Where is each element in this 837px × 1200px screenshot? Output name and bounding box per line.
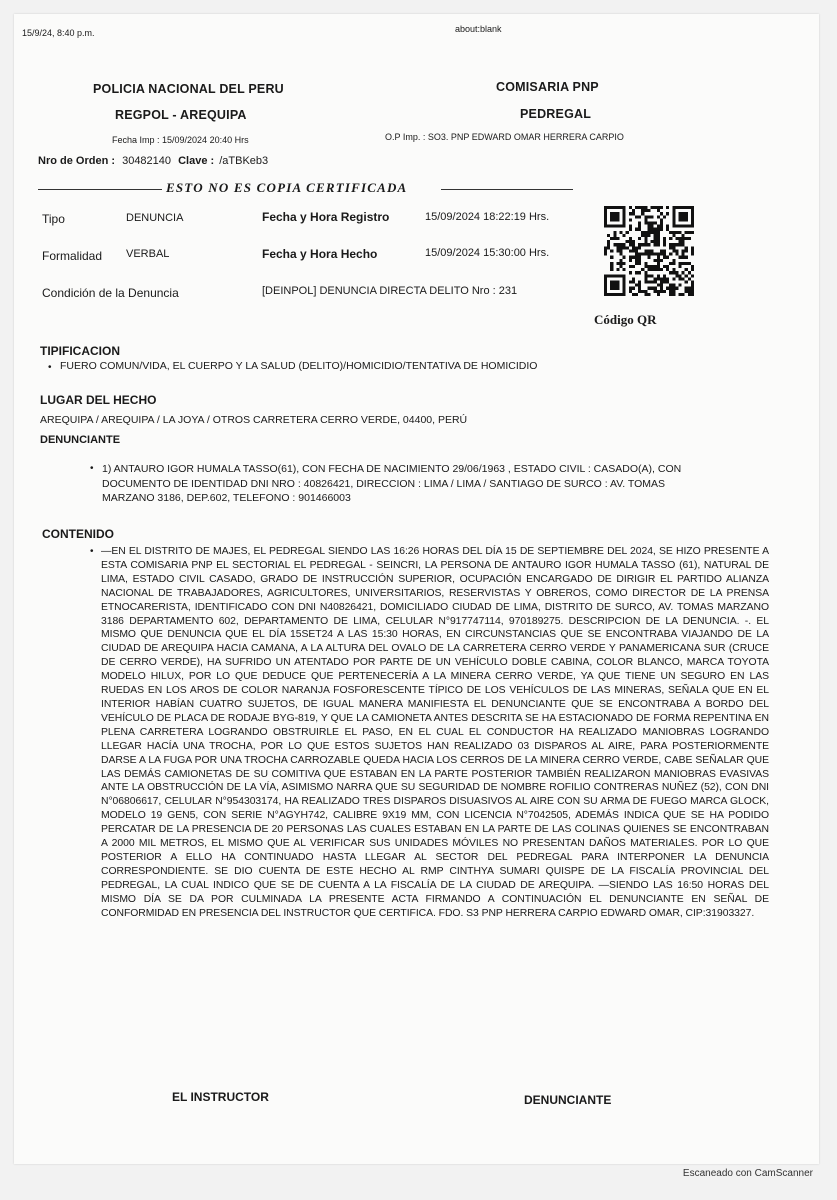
- clave-label: Clave :: [178, 155, 215, 167]
- nro-orden-value: 30482140: [122, 155, 172, 167]
- tipo-value: DENUNCIA: [126, 212, 184, 224]
- not-certified-banner: [38, 180, 574, 196]
- comisaria-name: COMISARIA PNP: [496, 80, 599, 94]
- condicion-value: [DEINPOL] DENUNCIA DIRECTA DELITO Nro : 231: [262, 285, 518, 297]
- contenido-text: —EN EL DISTRITO DE MAJES, EL PEDREGAL SIENDO LAS 16:26 HORAS DEL DÍA 15 DE SEPTIEMBRE DEL 2024, SE HIZO PRESENTE A ESTA COMISARIA PNP EL SECTORIAL EL PEDREGAL - SEINCRI, LA PERSONA DE ANTAURO IGOR HUMALA TASSO (61), NATURAL DE LIMA, ESTADO CIVIL CASADO, GRADO DE INSTRUCCIÓN SUPERIOR, OCUPACIÓN ENCARGADO DE DIRIGIR EL PARTIDO ALIANZA NACIONAL DE TRABAJADORES, AGRICULTORES, UNIVERSITARIOS, RESERVISTAS Y OBREROS, COMO DIRECTOR DE LA PRENSA ETNOCARERISTA, IDENTIFICADO CON DNI N40826421, DOMICILIADO CIUDAD DE LIMA, DISTRITO DE SURCO, AV. TOMAS MARZANO 3186 DEPARTAMENTO 602, DEPARTAMENTO DE LIMA, CELULAR N°917747114, 970189275. DESCRIPCION DE LA DENUNCIA. -. EL MISMO QUE DENUNCIA QUE EL DÍA 15SET24 A LAS 15:30 HORAS, EN CIRCUNSTANCIAS QUE SE ENCONTRABA VIAJANDO DE LA CIUDAD DE AREQUIPA HACIA CAMANA, A LA ALTURA DEL OVALO DE LA CARRETERA CERRO VERDE Y PANAMERICANA SUR (CRUCE DE CERRO VERDE), HA SUFRIDO UN ATENTADO POR PARTE DE UN VEHÍCULO DOBLE CABINA, COLOR BLANCO, MARCA TOYOTA MODELO HILUX, POR LO QUE DEDUCE QUE PERTENECERÍA A LA MINERA CERRO VERDE, YA QUE TIENE UN SEGURO EN LAS RUEDAS EN LOS AROS DE COLOR NARANJA FOSFORESCENTE TÍPICO DE LOS VEHÍCULOS DE LAS MINERAS, SEÑALA QUE EN EL INTERIOR HABÍAN CUATRO SUJETOS, DE IGUAL MANERA MANIFIESTA EL DENUNCIANTE QUE SE ENCONTRABA A BORDO DEL VEHÍCULO DE PLACA DE RODAJE BYG-819, Y QUE LA CAMIONETA ANTES DESCRITA SE HA ESTACIONADO DE FORMA REPENTINA EN PLENA CARRETERA LOGRANDO OBSTRUIRLE EL PASO, EN EL CUAL EL CONDUCTOR HA REALIZADO MANIOBRAS LOGRANDO LLEGAR HACÍA UNA TROCHA, POR LO QUE ESTOS SUJETOS HAN REALIZADO 03 DISPAROS AL AIRE, PARA POSTERIORMENTE DARSE A LA FUGA POR UNA TROCHA CARROZABLE QUEDA HACIA LOS CERROS DE LA MINERA CERRO VERDE, CABE SEÑALAR QUE LAS DEMÁS CAMIONETAS DE SU COMITIVA QUE ESTABAN EN LA PARTE POSTERIOR TAMBIÉN REALIZARON MANIOBRAS EVASIVAS ANTE LA OBSTRUCCIÓN DE LA VÍA, ASIMISMO NARRA QUE SU SEGURIDAD DE NOMBRE ROFILIO CONTRERAS NUÑEZ (52), CON DNI N°06806617, CELULAR N°954303174, HA REALIZADO TRES DISPAROS DISUASIVOS AL AIRE CON SU ARMA DE FUEGO MARCA GLOCK, MODELO 19 GEN5, CON SERIE N°AGYH742, CALIBRE 9X19 MM, CON LICENCIA N°7042505, ADEMÁS INDICA QUE SE HA PODIDO PERCATAR DE LA PRESENCIA DE 20 PERSONAS LAS CUALES ESTABAN EN LA PARTE DE LAS COLINAS QUIENES SE ENCONTRABAN A 2000 MIL METROS, EL MISMO QUE AL VERIFICAR SUS UNIDADES MÓVILES NO PRESENTAN DAÑOS MATERIALES. POR LO QUE POSTERIOR A ELLO HA CONTINUADO HASTA LLEGAR AL SECTOR DEL PEDREGAL PARA INTERPONER LA DENUNCIA CORRESPONDIENTE. SE DIO CUENTA DE ESTE HECHO AL RMP CINTHYA SUMARI QUISPE DE LA FISCALÍA PROVINCIAL DEL PEDREGAL, LA CUAL INDICO QUE SE DE CUENTA A LA FISCALÍA DE LA CIUDAD DE AREQUIPA. —SIENDO LAS 16:50 HORAS DEL MISMO DÍA SE DA POR CULMINADA LA PRESENTE ACTA FIRMANDO A CONTINUACIÓN EL DENUNCIANTE EN SEÑAL DE CONFORMIDAD EN PRESENCIA DEL INSTRUCTOR QUE CERTIFICA. FDO. S3 PNP HERRERA CARPIO EDWARD OMAR, CIP:31903327.: [101, 546, 769, 919]
- qr-label: Código QR: [594, 312, 657, 327]
- org-name: POLICIA NACIONAL DEL PERU: [93, 82, 284, 96]
- denunciante-heading: DENUNCIANTE: [40, 434, 121, 446]
- print-url: about:blank: [455, 24, 502, 34]
- qr-finder-pattern: [606, 276, 625, 295]
- nro-orden: [38, 155, 268, 167]
- qr-finder-pattern: [606, 208, 625, 227]
- signature-instructor: EL INSTRUCTOR: [172, 1090, 269, 1104]
- nro-orden-label: Nro de Orden :: [38, 155, 116, 167]
- denunciante-text: 1) ANTAURO IGOR HUMALA TASSO(61), CON FECHA DE NACIMIENTO 29/06/1963 , ESTADO CIVIL : CASADO(A), CON DOCUMENTO DE IDENTIDAD DNI NRO : 40826421, DIRECCION : LIMA / LIMA / SANTIAGO DE SURCO : AV. TOMAS MARZANO 3186, DEP.602, TELEFONO : 901466003: [102, 463, 682, 504]
- tipificacion-heading: TIPIFICACION: [40, 344, 120, 358]
- bullet-icon: •: [90, 546, 94, 557]
- condicion-label: Condición de la Denuncia: [42, 286, 179, 300]
- banner-text: ESTO NO ES COPIA CERTIFICADA: [166, 180, 408, 195]
- comisaria-location: PEDREGAL: [520, 107, 592, 121]
- operador-impresion: O.P Imp. : SO3. PNP EDWARD OMAR HERRERA CARPIO: [385, 132, 624, 142]
- fecha-hecho-value: 15/09/2024 15:30:00 Hrs.: [425, 247, 550, 259]
- qr-finder-pattern: [674, 208, 693, 227]
- scanner-watermark: Escaneado con CamScanner: [682, 1168, 813, 1179]
- qr-code: [604, 205, 694, 297]
- bullet-icon: •: [90, 463, 94, 474]
- signature-denunciante: DENUNCIANTE: [524, 1093, 612, 1107]
- formalidad-value: VERBAL: [126, 248, 170, 260]
- fecha-impresion: Fecha Imp : 15/09/2024 20:40 Hrs: [112, 135, 249, 145]
- lugar-value: AREQUIPA / AREQUIPA / LA JOYA / OTROS CARRETERA CERRO VERDE, 04400, PERÚ: [40, 414, 468, 426]
- print-date: 15/9/24, 8:40 p.m.: [22, 28, 95, 38]
- fecha-registro-label: Fecha y Hora Registro: [262, 210, 390, 224]
- clave-value: /aTBKeb3: [219, 155, 269, 167]
- formalidad-label: Formalidad: [42, 249, 103, 263]
- lugar-heading: LUGAR DEL HECHO: [40, 393, 157, 407]
- banner-rule-left: [38, 189, 162, 190]
- org-region: REGPOL - AREQUIPA: [115, 108, 247, 122]
- fecha-registro-value: 15/09/2024 18:22:19 Hrs.: [425, 211, 550, 223]
- tipificacion-item: FUERO COMUN/VIDA, EL CUERPO Y LA SALUD (DELITO)/HOMICIDIO/TENTATIVA DE HOMICIDIO: [60, 360, 538, 372]
- banner-rule-right: [441, 189, 573, 190]
- fecha-hecho-label: Fecha y Hora Hecho: [262, 247, 378, 261]
- tipo-label: Tipo: [42, 212, 65, 226]
- contenido-heading: CONTENIDO: [42, 527, 114, 541]
- bullet-icon: •: [48, 362, 52, 373]
